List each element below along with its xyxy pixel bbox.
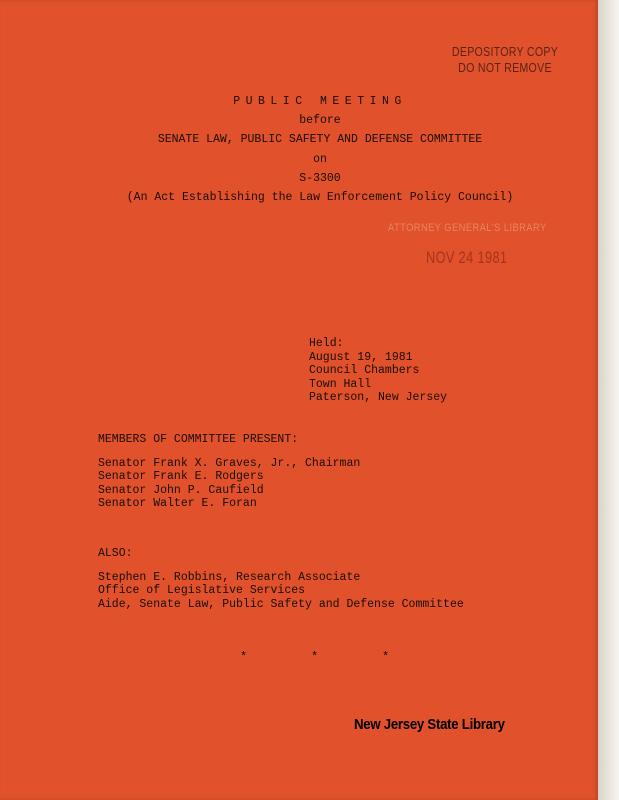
- member-item: Senator Frank E. Rodgers: [98, 470, 264, 483]
- meeting-place: Council Chambers: [309, 364, 420, 377]
- also-item: Aide, Senate Law, Public Safety and Defense Committee: [98, 597, 464, 611]
- meeting-building: Town Hall: [309, 377, 372, 391]
- title-on: on: [313, 152, 327, 166]
- also-item: Office of Legislative Services: [98, 584, 306, 597]
- library-footer-stamp: New Jersey State Library: [354, 716, 505, 733]
- member-item: Senator Walter E. Foran: [98, 497, 257, 510]
- separator-star: *: [240, 650, 248, 664]
- date-received-stamp: NOV 24 1981: [426, 248, 508, 267]
- title-before: before: [299, 114, 341, 128]
- separator-star: *: [311, 650, 319, 664]
- depository-line-1: DEPOSITORY COPY: [451, 44, 559, 59]
- separator-star: *: [382, 650, 390, 664]
- bill-description: (An Act Establishing the Law Enforcement Policy Council): [126, 191, 514, 205]
- meeting-details: [309, 337, 447, 405]
- depository-stamp: [452, 44, 559, 76]
- page-edge: [598, 0, 619, 800]
- meeting-type: PUBLIC MEETING: [233, 95, 407, 108]
- bill-number: S-3300: [299, 171, 341, 185]
- depository-line-2: DO NOT REMOVE: [458, 60, 552, 75]
- also-heading: ALSO:: [98, 547, 133, 560]
- also-item: Stephen E. Robbins, Research Associate: [98, 570, 361, 584]
- library-received-stamp: ATTORNEY GENERAL'S LIBRARY: [388, 222, 547, 234]
- committee-name: SENATE LAW, PUBLIC SAFETY AND DEFENSE COMMITTEE: [157, 133, 483, 147]
- member-item: Senator Frank X. Graves, Jr., Chairman: [98, 456, 361, 470]
- also-section: [98, 547, 464, 611]
- meeting-date: August 19, 1981: [309, 350, 413, 364]
- title-block: [60, 92, 580, 207]
- member-item: Senator John P. Caufield: [98, 483, 264, 497]
- members-heading: MEMBERS OF COMMITTEE PRESENT:: [98, 433, 299, 446]
- members-section: [98, 433, 360, 511]
- held-label: Held:: [309, 337, 344, 350]
- meeting-city: Paterson, New Jersey: [309, 391, 448, 404]
